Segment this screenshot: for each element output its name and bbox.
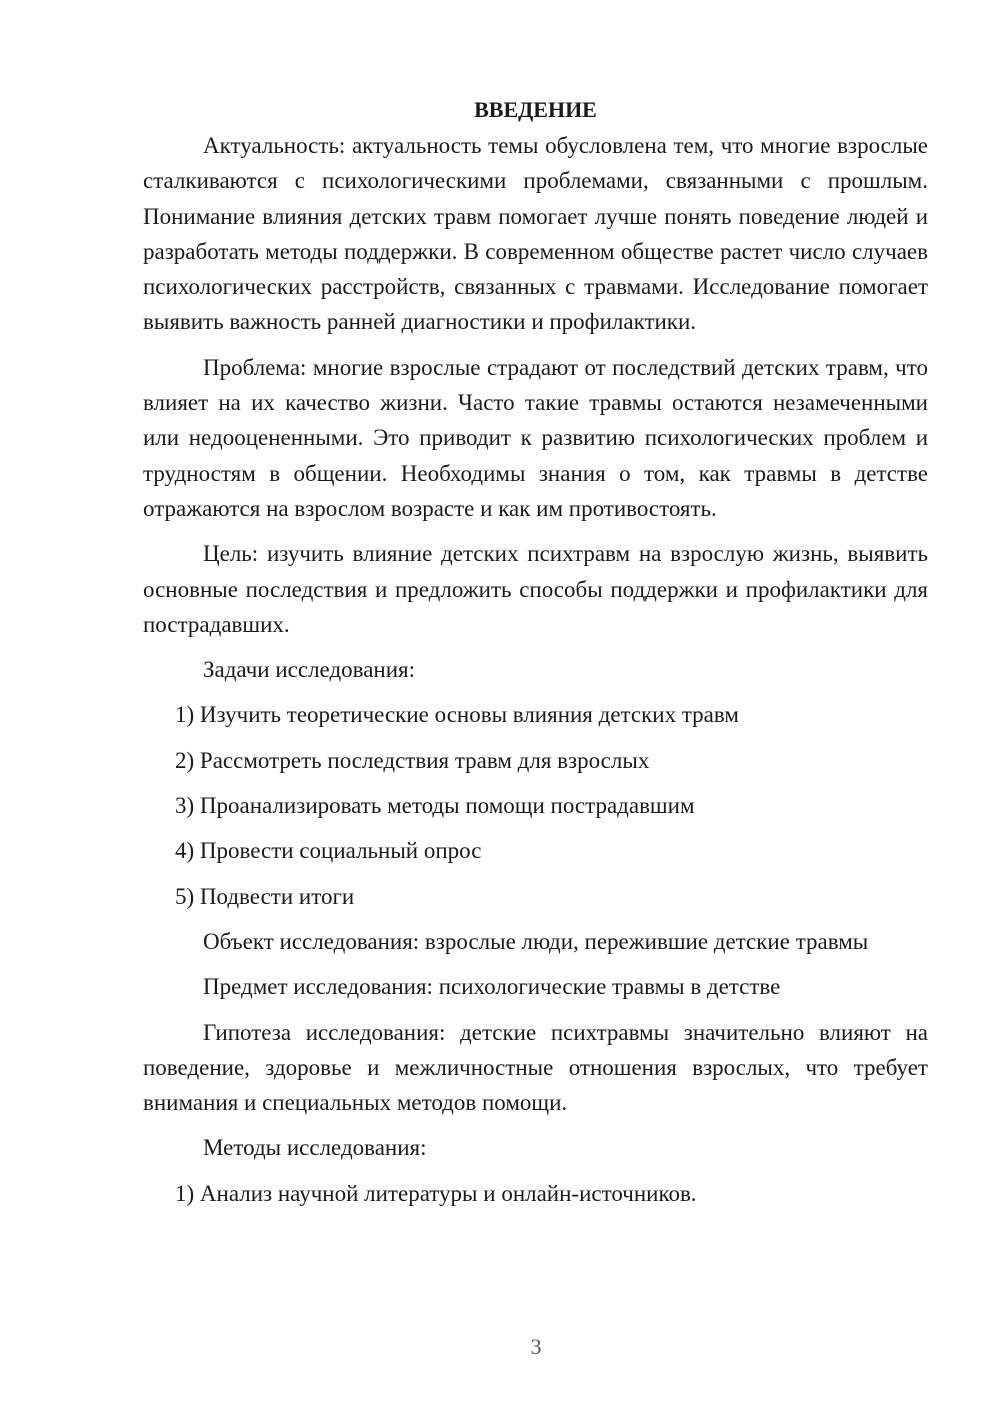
object-paragraph: Объект исследования: взрослые люди, пережившие детские травмы <box>203 928 869 954</box>
page-content <box>143 94 928 1221</box>
list-item: 4) Провести социальный опрос <box>175 838 482 864</box>
problem-paragraph: Проблема: многие взрослые страдают от последствий детских травм, что влияет на их качество жизни. Часто такие травмы остаются незамеченными или недооцененными. Это приводит к развитию психологических проблем и трудностям в общении. Необходимы знания о том, как травмы в детстве отражаются на взрослом возрасте и как им противостоять. <box>143 354 928 521</box>
list-item: 3) Проанализировать методы помощи пострадавшим <box>175 793 695 819</box>
goal-paragraph: Цель: изучить влияние детских психтравм на взрослую жизнь, выявить основные последствия и предложить способы поддержки и профилактики для пострадавших. <box>143 541 928 637</box>
hypothesis-paragraph: Гипотеза исследования: детские психтравмы значительно влияют на поведение, здоровье и межличностные отношения взрослых, что требует внимания и специальных методов помощи. <box>143 1019 928 1116</box>
methods-heading: Методы исследования: <box>203 1135 427 1161</box>
tasks-list <box>143 697 928 913</box>
list-item: 1) Анализ научной литературы и онлайн-источников. <box>175 1180 697 1206</box>
section-heading: ВВЕДЕНИЕ <box>474 97 597 122</box>
relevance-paragraph: Актуальность: актуальность темы обусловлена тем, что многие взрослые сталкиваются с психологическими проблемами, связанными с прошлым. Понимание влияния детских травм помогает лучше понять поведение людей и разработать методы поддержки. В современном обществе растет число случаев психологических расстройств, связанных с травмами. Исследование помогает выявить важность ранней диагностики и профилактики. <box>143 133 928 335</box>
page-number: 3 <box>530 1334 542 1359</box>
tasks-heading: Задачи исследования: <box>203 657 416 683</box>
list-item: 2) Рассмотреть последствия травм для взрослых <box>175 747 650 773</box>
list-item: 5) Подвести итоги <box>175 883 355 909</box>
subject-paragraph: Предмет исследования: психологические травмы в детстве <box>203 974 781 1000</box>
methods-list <box>143 1176 928 1211</box>
list-item: 1) Изучить теоретические основы влияния детских травм <box>175 702 739 728</box>
